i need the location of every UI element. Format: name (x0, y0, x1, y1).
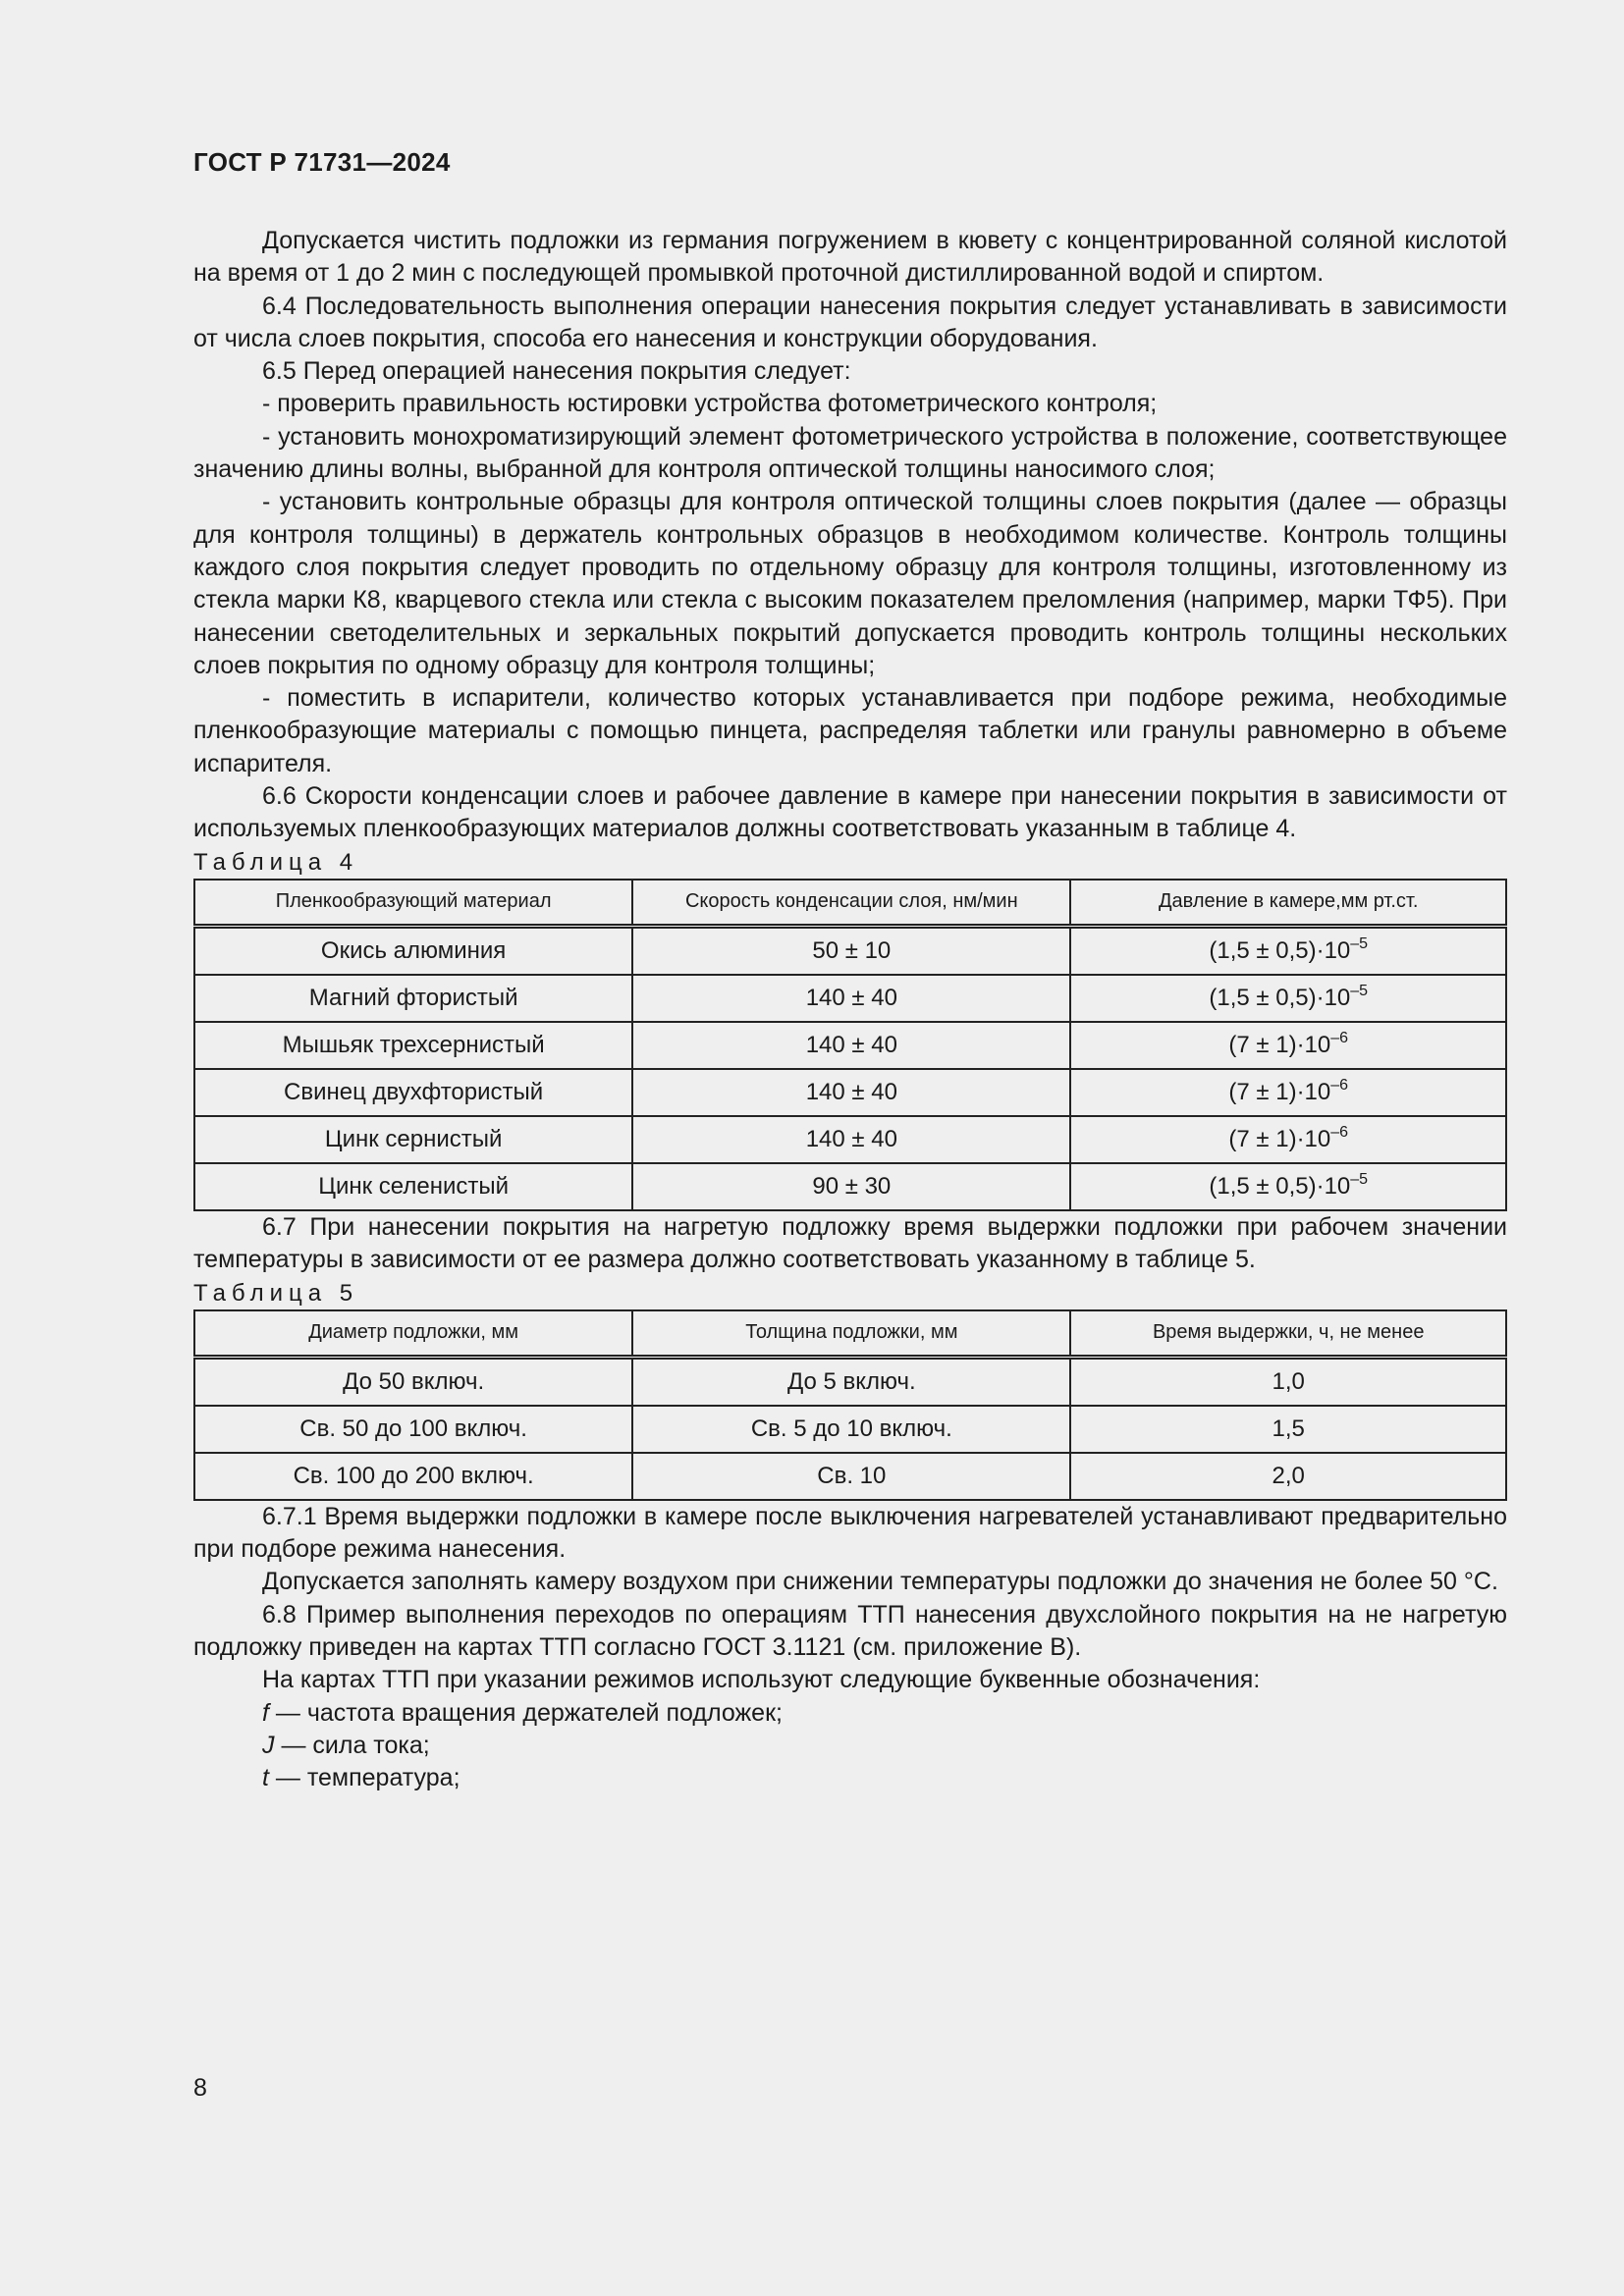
table-row (194, 1022, 1506, 1069)
pressure-value: (7 ± 1)·10 (1228, 1079, 1331, 1106)
pressure-cell (1070, 1022, 1506, 1069)
pressure-exponent: –6 (1330, 1124, 1349, 1142)
diameter-cell: Св. 100 до 200 включ. (194, 1453, 632, 1500)
time-cell: 1,5 (1070, 1406, 1506, 1453)
table-header-row (194, 1310, 1506, 1358)
symbol-item (193, 1730, 1507, 1762)
paragraph: Допускается чистить подложки из германия погружением в кювету с концентрированной соляной кислотой на время от 1 до 2 мин с последующей промывкой проточной дистиллированной водой и спиртом. (193, 227, 1507, 288)
paragraph-6-8: 6.8 Пример выполнения переходов по операциям ТТП нанесения двухслойного покрытия на не нагретую подложку приведен на картах ТТП согласно ГОСТ 3.1121 (см. приложение В). (193, 1600, 1507, 1662)
paragraph: На картах ТТП при указании режимов используют следующие буквенные обозначения: (262, 1666, 1261, 1694)
thickness-cell: До 5 включ. (632, 1357, 1070, 1406)
list-item: - поместить в испарители, количество которых устанавливается при подборе режима, необходимые пленкообразующие материалы с помощью пинцета, распределяя таблетки или гранулы равномерно в объеме испарителя. (193, 684, 1507, 777)
paragraph-6-6: 6.6 Скорости конденсации слоев и рабочее давление в камере при нанесении покрытия в зависимости от используемых пленкообразующих материалов должны соответствовать указанным в таблице 4. (193, 782, 1507, 843)
material-cell: Цинк селенистый (194, 1163, 632, 1210)
symbol-item (193, 1697, 1507, 1730)
symbol-description: — частота вращения держателей подложек; (268, 1698, 783, 1727)
table-row (194, 1453, 1506, 1500)
symbol-item (193, 1762, 1507, 1794)
symbol-letter: t (262, 1764, 269, 1792)
document-body (193, 225, 1507, 1795)
table-header-row (194, 880, 1506, 927)
rate-cell: 140 ± 40 (632, 975, 1070, 1022)
pressure-value: (1,5 ± 0,5)·10 (1209, 985, 1351, 1012)
paragraph-6-7-1: 6.7.1 Время выдержки подложки в камере после выключения нагревателей устанавливают предварительно при подборе режима нанесения. (193, 1502, 1507, 1564)
diameter-cell: До 50 включ. (194, 1357, 632, 1406)
list-item: - проверить правильность юстировки устройства фотометрического контроля; (262, 390, 1158, 418)
table-5 (193, 1309, 1507, 1501)
table-4 (193, 879, 1507, 1211)
pressure-value: (7 ± 1)·10 (1228, 1032, 1331, 1059)
material-cell: Магний фтористый (194, 975, 632, 1022)
rate-cell: 140 ± 40 (632, 1069, 1070, 1116)
symbol-description: — температура; (268, 1764, 460, 1792)
table-row (194, 1116, 1506, 1163)
page-number: 8 (193, 2074, 207, 2102)
column-header: Толщина подложки, мм (632, 1310, 1070, 1358)
material-cell: Цинк сернистый (194, 1116, 632, 1163)
pressure-cell (1070, 975, 1506, 1022)
pressure-exponent: –5 (1350, 1171, 1369, 1189)
time-cell: 2,0 (1070, 1453, 1506, 1500)
table-row (194, 1069, 1506, 1116)
column-header: Время выдержки, ч, не менее (1070, 1310, 1506, 1358)
pressure-cell (1070, 1116, 1506, 1163)
pressure-exponent: –6 (1330, 1030, 1349, 1047)
paragraph-6-5: 6.5 Перед операцией нанесения покрытия следует: (262, 357, 851, 386)
table-row (194, 1357, 1506, 1406)
pressure-cell (1070, 1163, 1506, 1210)
time-cell: 1,0 (1070, 1357, 1506, 1406)
rate-cell: 50 ± 10 (632, 926, 1070, 975)
table-row (194, 1406, 1506, 1453)
column-header: Диаметр подложки, мм (194, 1310, 632, 1358)
paragraph-6-7: 6.7 При нанесении покрытия на нагретую подложку время выдержки подложки при рабочем значении температуры в зависимости от ее размера должно соответствовать указанному в таблице 5. (193, 1212, 1507, 1274)
pressure-value: (1,5 ± 0,5)·10 (1209, 1173, 1351, 1201)
pressure-cell (1070, 926, 1506, 975)
pressure-exponent: –5 (1350, 983, 1369, 1000)
pressure-value: (1,5 ± 0,5)·10 (1209, 937, 1351, 965)
rate-cell: 140 ± 40 (632, 1116, 1070, 1163)
column-header: Давление в камере,мм рт.ст. (1070, 880, 1506, 927)
paragraph-6-4: 6.4 Последовательность выполнения операции нанесения покрытия следует устанавливать в зависимости от числа слоев покрытия, способа его нанесения и конструкции оборудования. (193, 292, 1507, 352)
material-cell: Окись алюминия (194, 926, 632, 975)
list-item: - установить монохроматизирующий элемент фотометрического устройства в положение, соответствующее значению длины волны, выбранной для контроля оптической толщины наносимого слоя; (193, 422, 1507, 484)
list-item: - установить контрольные образцы для контроля оптической толщины слоев покрытия (далее — образцы для контроля толщины) в держатель контрольных образцов в необходимом количестве. Контроль толщины каждого слоя покрытия следует проводить по отдельному образцу для контроля толщины, изготовленному из стекла марки К8, кварцевого стекла или стекла с высоким показателем преломления (например, марки ТФ5). При нанесении светоделительных и зеркальных покрытий допускается проводить контроль толщины нескольких слоев покрытия по одному образцу для контроля толщины; (193, 488, 1507, 679)
material-cell: Свинец двухфтористый (194, 1069, 632, 1116)
column-header: Пленкообразующий материал (194, 880, 632, 927)
thickness-cell: Св. 5 до 10 включ. (632, 1406, 1070, 1453)
table-4-caption: Таблица 4 (193, 848, 359, 876)
material-cell: Мышьяк трехсернистый (194, 1022, 632, 1069)
symbol-letter: J (262, 1731, 275, 1759)
table-row (194, 975, 1506, 1022)
symbol-letter: f (262, 1698, 269, 1727)
table-row (194, 1163, 1506, 1210)
diameter-cell: Св. 50 до 100 включ. (194, 1406, 632, 1453)
rate-cell: 140 ± 40 (632, 1022, 1070, 1069)
table-row (194, 926, 1506, 975)
pressure-value: (7 ± 1)·10 (1228, 1126, 1331, 1153)
table-5-caption: Таблица 5 (193, 1279, 359, 1307)
pressure-exponent: –6 (1330, 1077, 1349, 1095)
paragraph: Допускается заполнять камеру воздухом при снижении температуры подложки до значения не более 50 °С. (262, 1568, 1498, 1596)
pressure-cell (1070, 1069, 1506, 1116)
symbol-description: — сила тока; (274, 1731, 430, 1759)
column-header: Скорость конденсации слоя, нм/мин (632, 880, 1070, 927)
pressure-exponent: –5 (1350, 935, 1369, 953)
document-header: ГОСТ Р 71731—2024 (193, 147, 451, 177)
thickness-cell: Св. 10 (632, 1453, 1070, 1500)
rate-cell: 90 ± 30 (632, 1163, 1070, 1210)
